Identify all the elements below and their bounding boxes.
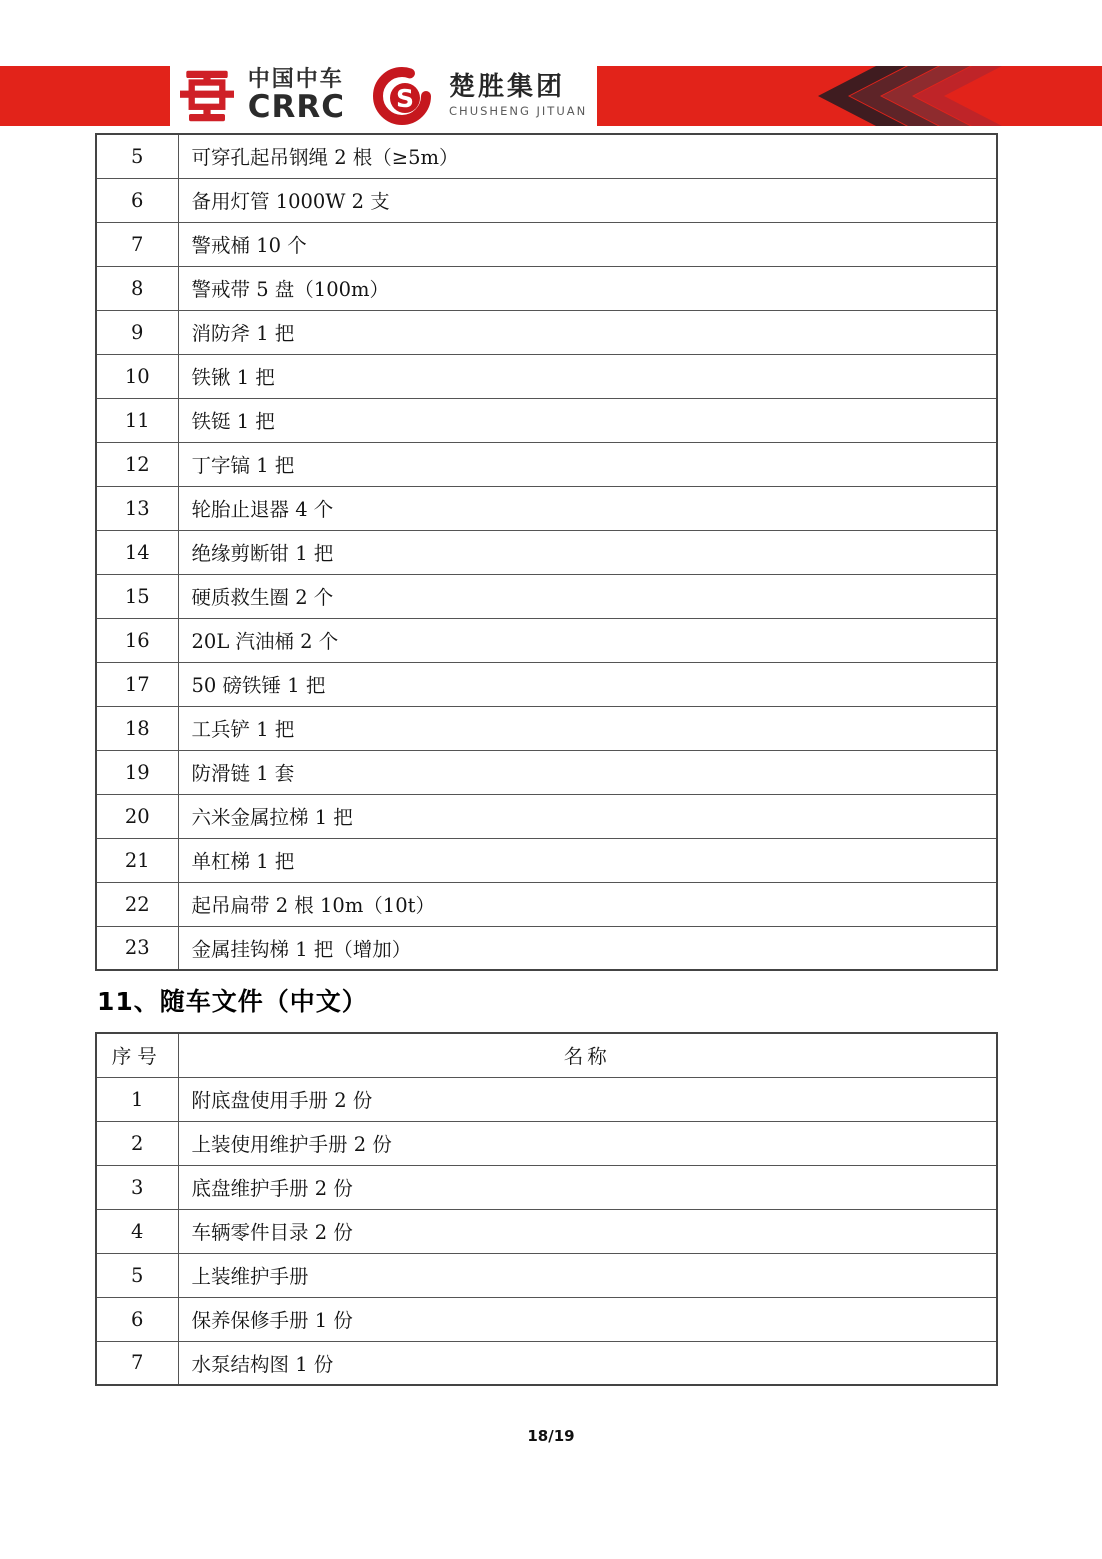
row-item: 警戒带 5 盘（100m） xyxy=(178,266,997,310)
table-row xyxy=(96,838,997,882)
crrc-logo-icon xyxy=(180,68,234,124)
table-row xyxy=(96,310,997,354)
row-item: 轮胎止退器 4 个 xyxy=(178,486,997,530)
table-row xyxy=(96,794,997,838)
row-item: 上装使用维护手册 2 份 xyxy=(178,1121,997,1165)
chevrons-icon xyxy=(597,66,1102,126)
table-row xyxy=(96,1165,997,1209)
table-row xyxy=(96,1077,997,1121)
row-item: 消防斧 1 把 xyxy=(178,310,997,354)
row-item: 保养保修手册 1 份 xyxy=(178,1297,997,1341)
row-number: 6 xyxy=(96,1297,178,1341)
row-number: 15 xyxy=(96,574,178,618)
chusheng-logo-text xyxy=(449,74,587,118)
row-item: 50 磅铁锤 1 把 xyxy=(178,662,997,706)
crrc-logo-text xyxy=(248,69,345,123)
row-number: 5 xyxy=(96,1253,178,1297)
header-cell-no: 序号 xyxy=(96,1033,178,1077)
row-number: 5 xyxy=(96,134,178,178)
row-number: 22 xyxy=(96,882,178,926)
header-band xyxy=(0,66,1102,126)
row-item: 铁锹 1 把 xyxy=(178,354,997,398)
row-item: 铁铤 1 把 xyxy=(178,398,997,442)
table-row xyxy=(96,398,997,442)
table-row xyxy=(96,574,997,618)
table-header-row xyxy=(96,1033,997,1077)
equipment-table xyxy=(95,133,998,971)
row-number: 8 xyxy=(96,266,178,310)
row-item: 绝缘剪断钳 1 把 xyxy=(178,530,997,574)
row-item: 丁字镐 1 把 xyxy=(178,442,997,486)
table-row xyxy=(96,618,997,662)
chusheng-en-label: CHUSHENG JITUAN xyxy=(449,104,588,119)
crrc-cn-label: 中国中车 xyxy=(247,67,344,92)
row-item: 底盘维护手册 2 份 xyxy=(178,1165,997,1209)
row-item: 上装维护手册 xyxy=(178,1253,997,1297)
row-item: 水泵结构图 1 份 xyxy=(178,1341,997,1385)
row-item: 金属挂钩梯 1 把（增加） xyxy=(178,926,997,970)
table-row xyxy=(96,222,997,266)
page-number: 18/19 xyxy=(527,1427,575,1445)
row-number: 16 xyxy=(96,618,178,662)
table-row xyxy=(96,1121,997,1165)
row-number: 10 xyxy=(96,354,178,398)
row-item: 备用灯管 1000W 2 支 xyxy=(178,178,997,222)
header-red-bar-left xyxy=(0,66,170,126)
header-red-bar-right xyxy=(597,66,1102,126)
row-item: 警戒桶 10 个 xyxy=(178,222,997,266)
row-number: 4 xyxy=(96,1209,178,1253)
row-number: 2 xyxy=(96,1121,178,1165)
row-number: 20 xyxy=(96,794,178,838)
row-number: 9 xyxy=(96,310,178,354)
row-item: 起吊扁带 2 根 10m（10t） xyxy=(178,882,997,926)
table-row xyxy=(96,178,997,222)
documents-table xyxy=(95,1032,998,1386)
crrc-en-label: CRRC xyxy=(247,89,346,125)
row-number: 7 xyxy=(96,222,178,266)
row-item: 车辆零件目录 2 份 xyxy=(178,1209,997,1253)
row-number: 23 xyxy=(96,926,178,970)
table-row xyxy=(96,266,997,310)
header-logo-area xyxy=(170,66,597,126)
row-number: 12 xyxy=(96,442,178,486)
table-row xyxy=(96,1341,997,1385)
row-item: 六米金属拉梯 1 把 xyxy=(178,794,997,838)
chusheng-cn-label: 楚胜集团 xyxy=(449,72,566,103)
row-number: 13 xyxy=(96,486,178,530)
table-row xyxy=(96,706,997,750)
row-number: 6 xyxy=(96,178,178,222)
row-number: 18 xyxy=(96,706,178,750)
row-item: 防滑链 1 套 xyxy=(178,750,997,794)
row-number: 1 xyxy=(96,1077,178,1121)
row-number: 19 xyxy=(96,750,178,794)
row-number: 3 xyxy=(96,1165,178,1209)
chusheng-logo-icon xyxy=(373,66,435,126)
row-number: 11 xyxy=(96,398,178,442)
table-row xyxy=(96,134,997,178)
row-item: 20L 汽油桶 2 个 xyxy=(178,618,997,662)
row-number: 7 xyxy=(96,1341,178,1385)
section-heading: 11、随车文件（中文） xyxy=(97,987,368,1016)
row-item: 附底盘使用手册 2 份 xyxy=(178,1077,997,1121)
table-row xyxy=(96,926,997,970)
row-number: 17 xyxy=(96,662,178,706)
header-cell-name: 名称 xyxy=(178,1033,997,1077)
row-number: 14 xyxy=(96,530,178,574)
table-row xyxy=(96,442,997,486)
table-row xyxy=(96,1209,997,1253)
row-item: 可穿孔起吊钢绳 2 根（≥5m） xyxy=(178,134,997,178)
row-item: 工兵铲 1 把 xyxy=(178,706,997,750)
table-row xyxy=(96,1297,997,1341)
table-row xyxy=(96,662,997,706)
table-row xyxy=(96,530,997,574)
row-item: 硬质救生圈 2 个 xyxy=(178,574,997,618)
table-row xyxy=(96,486,997,530)
table-row xyxy=(96,1253,997,1297)
table-row xyxy=(96,354,997,398)
svg-text:S: S xyxy=(396,84,415,113)
table-row xyxy=(96,750,997,794)
table-row xyxy=(96,882,997,926)
row-item: 单杠梯 1 把 xyxy=(178,838,997,882)
row-number: 21 xyxy=(96,838,178,882)
